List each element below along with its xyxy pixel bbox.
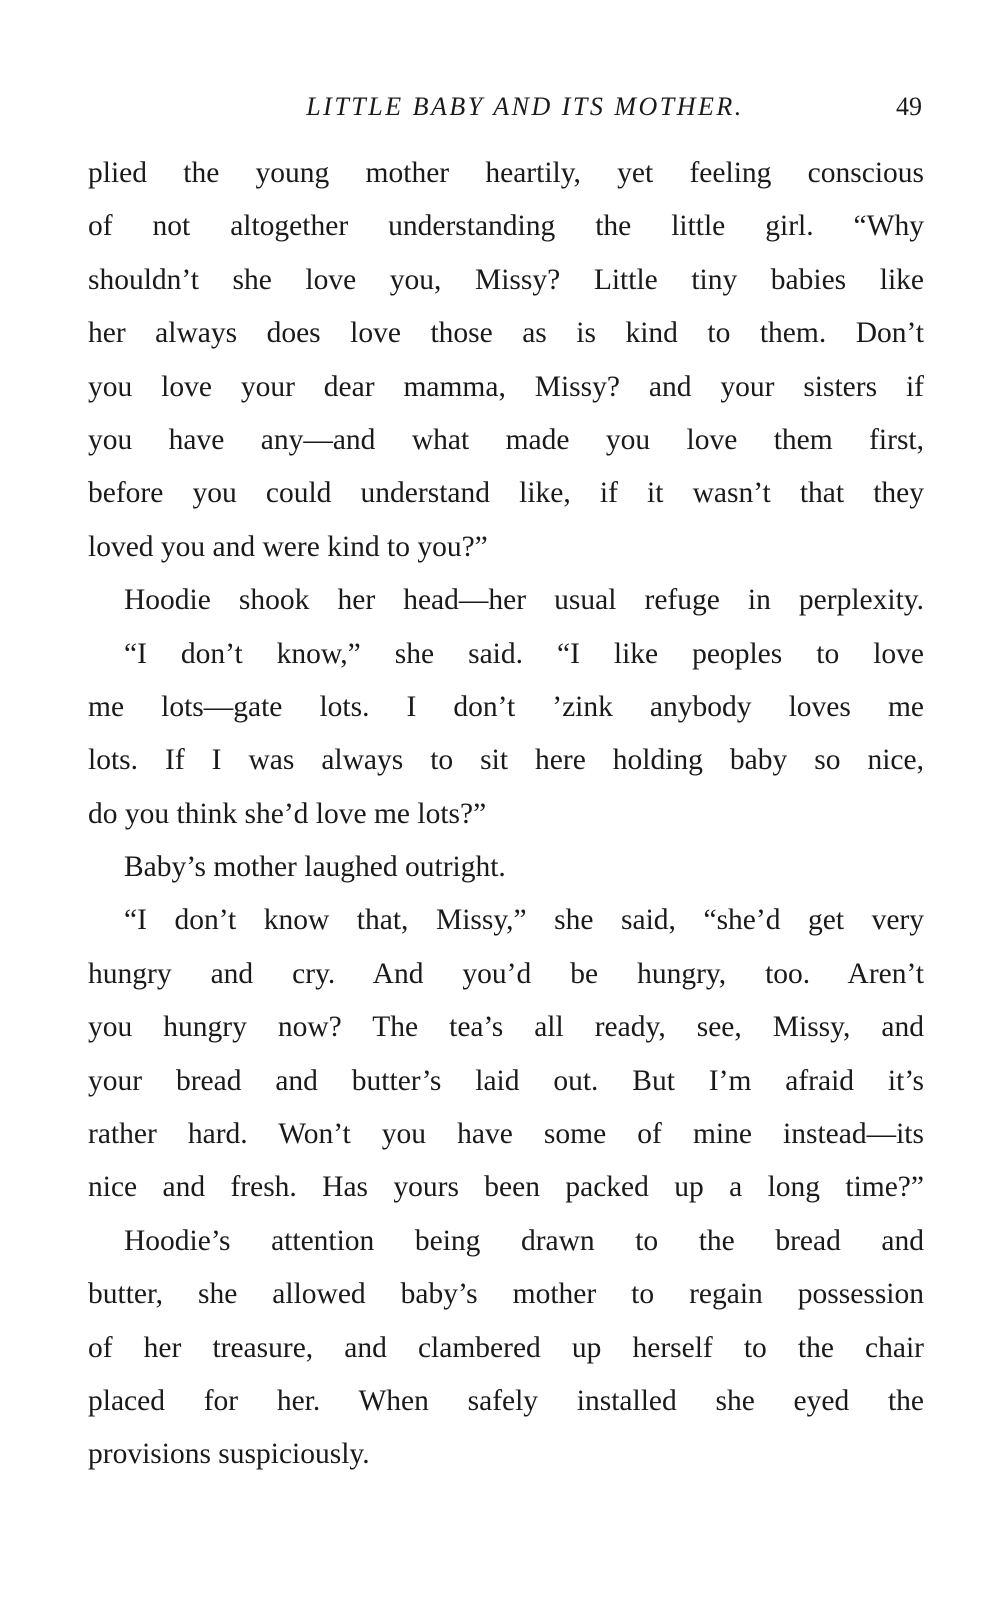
text-line: rather hard. Won’t you have some of mine instead—its [88, 1118, 924, 1151]
text-line: your bread and butter’s laid out. But I’m afraid it’s [88, 1064, 924, 1097]
text-line: lots. If I was always to sit here holding baby so nice, [88, 744, 924, 777]
text-line: Baby’s mother laughed outright. [124, 851, 506, 884]
text-line: butter, she allowed baby’s mother to regain possession [88, 1278, 924, 1311]
text-line: Hoodie’s attention being drawn to the bread and [124, 1224, 924, 1257]
text-line: me lots—gate lots. I don’t ’zink anybody loves me [88, 690, 924, 723]
text-line: “I don’t know,” she said. “I like peoples to love [124, 637, 924, 670]
text-line: placed for her. When safely installed she eyed the [88, 1384, 924, 1417]
text-line: before you could understand like, if it wasn’t that they [88, 477, 924, 510]
text-line: “I don’t know that, Missy,” she said, “she’d get very [124, 904, 924, 937]
text-line: provisions suspiciously. [88, 1438, 370, 1471]
text-line: hungry and cry. And you’d be hungry, too. Aren’t [88, 957, 924, 990]
text-line: nice and fresh. Has yours been packed up a long time?” [88, 1171, 924, 1204]
text-line: do you think she’d love me lots?” [88, 797, 487, 830]
text-line: you have any—and what made you love them first, [88, 423, 924, 456]
text-line: you hungry now? The tea’s all ready, see, Missy, and [88, 1011, 924, 1044]
body-text [88, 147, 924, 1482]
text-line: shouldn’t she love you, Missy? Little tiny babies like [88, 263, 924, 296]
running-title: LITTLE BABY AND ITS MOTHER. [306, 92, 744, 121]
text-line: of her treasure, and clambered up herself to the chair [88, 1331, 924, 1364]
text-line: her always does love those as is kind to them. Don’t [88, 317, 924, 350]
text-line: of not altogether understanding the little girl. “Why [88, 210, 924, 243]
running-head [88, 92, 922, 132]
text-line: loved you and were kind to you?” [88, 530, 488, 563]
text-line: plied the young mother heartily, yet feeling conscious [88, 157, 924, 189]
text-line: you love your dear mamma, Missy? and your sisters if [88, 370, 924, 403]
page-number: 49 [896, 92, 922, 121]
text-line: Hoodie shook her head—her usual refuge in perplexity. [124, 584, 924, 617]
